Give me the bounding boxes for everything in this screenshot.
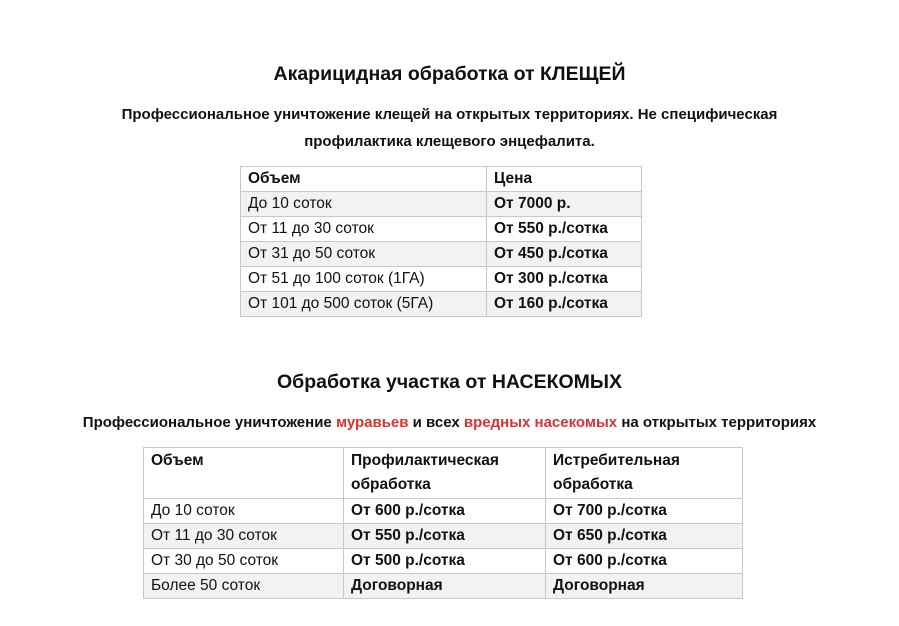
extermination-price-cell: От 700 р./сотка xyxy=(546,499,743,524)
column-header-volume: Объем xyxy=(241,167,487,192)
volume-cell: От 11 до 30 соток xyxy=(241,217,487,242)
price-cell: От 160 р./сотка xyxy=(487,292,642,317)
column-header-extermination: Истребительная обработка xyxy=(546,448,743,499)
table-header-row xyxy=(144,448,743,499)
extermination-price-cell: От 650 р./сотка xyxy=(546,524,743,549)
column-header-price: Цена xyxy=(487,167,642,192)
prevent-price-cell: От 550 р./сотка xyxy=(344,524,546,549)
extermination-price-cell: Договорная xyxy=(546,574,743,599)
prevent-price-cell: Договорная xyxy=(344,574,546,599)
volume-cell: От 11 до 30 соток xyxy=(144,524,344,549)
insects-title: Обработка участка от НАСЕКОМЫХ xyxy=(276,371,622,393)
ticks-title: Акарицидная обработка от КЛЕЩЕЙ xyxy=(273,63,626,85)
subtitle-text: Профессиональное уничтожение xyxy=(82,414,336,431)
prevent-price-cell: От 500 р./сотка xyxy=(344,549,546,574)
price-cell: От 7000 р. xyxy=(487,192,642,217)
table-row xyxy=(241,217,642,242)
column-header-prevent: Профилактическая обработка xyxy=(344,448,546,499)
price-cell: От 550 р./сотка xyxy=(487,217,642,242)
ticks-price-table xyxy=(240,166,642,317)
table-header-row xyxy=(241,167,642,192)
column-header-volume: Объем xyxy=(144,448,344,499)
subtitle-highlight-pests: вредных насекомых xyxy=(463,414,618,431)
subtitle-text: и всех xyxy=(408,414,464,431)
volume-cell: От 30 до 50 соток xyxy=(144,549,344,574)
extermination-price-cell: От 600 р./сотка xyxy=(546,549,743,574)
table-row xyxy=(144,499,743,524)
volume-cell: До 10 соток xyxy=(144,499,344,524)
prevent-price-cell: От 600 р./сотка xyxy=(344,499,546,524)
volume-cell: До 10 соток xyxy=(241,192,487,217)
table-row xyxy=(144,549,743,574)
ticks-subtitle-line1: Профессиональное уничтожение клещей на открытых территориях. Не специфическая xyxy=(121,106,778,123)
table-row xyxy=(241,242,642,267)
table-row xyxy=(144,524,743,549)
price-cell: От 450 р./сотка xyxy=(487,242,642,267)
volume-cell: От 101 до 500 соток (5ГА) xyxy=(241,292,487,317)
insects-price-table xyxy=(143,447,743,599)
volume-cell: Более 50 соток xyxy=(144,574,344,599)
subtitle-highlight-ants: муравьев xyxy=(335,414,409,431)
table-row xyxy=(241,267,642,292)
insects-subtitle xyxy=(0,410,899,435)
table-row xyxy=(241,292,642,317)
table-row xyxy=(144,574,743,599)
table-row xyxy=(241,192,642,217)
volume-cell: От 31 до 50 соток xyxy=(241,242,487,267)
price-cell: От 300 р./сотка xyxy=(487,267,642,292)
subtitle-text: на открытых территориях xyxy=(617,414,817,431)
volume-cell: От 51 до 100 соток (1ГА) xyxy=(241,267,487,292)
ticks-subtitle-line2: профилактика клещевого энцефалита. xyxy=(304,133,595,150)
